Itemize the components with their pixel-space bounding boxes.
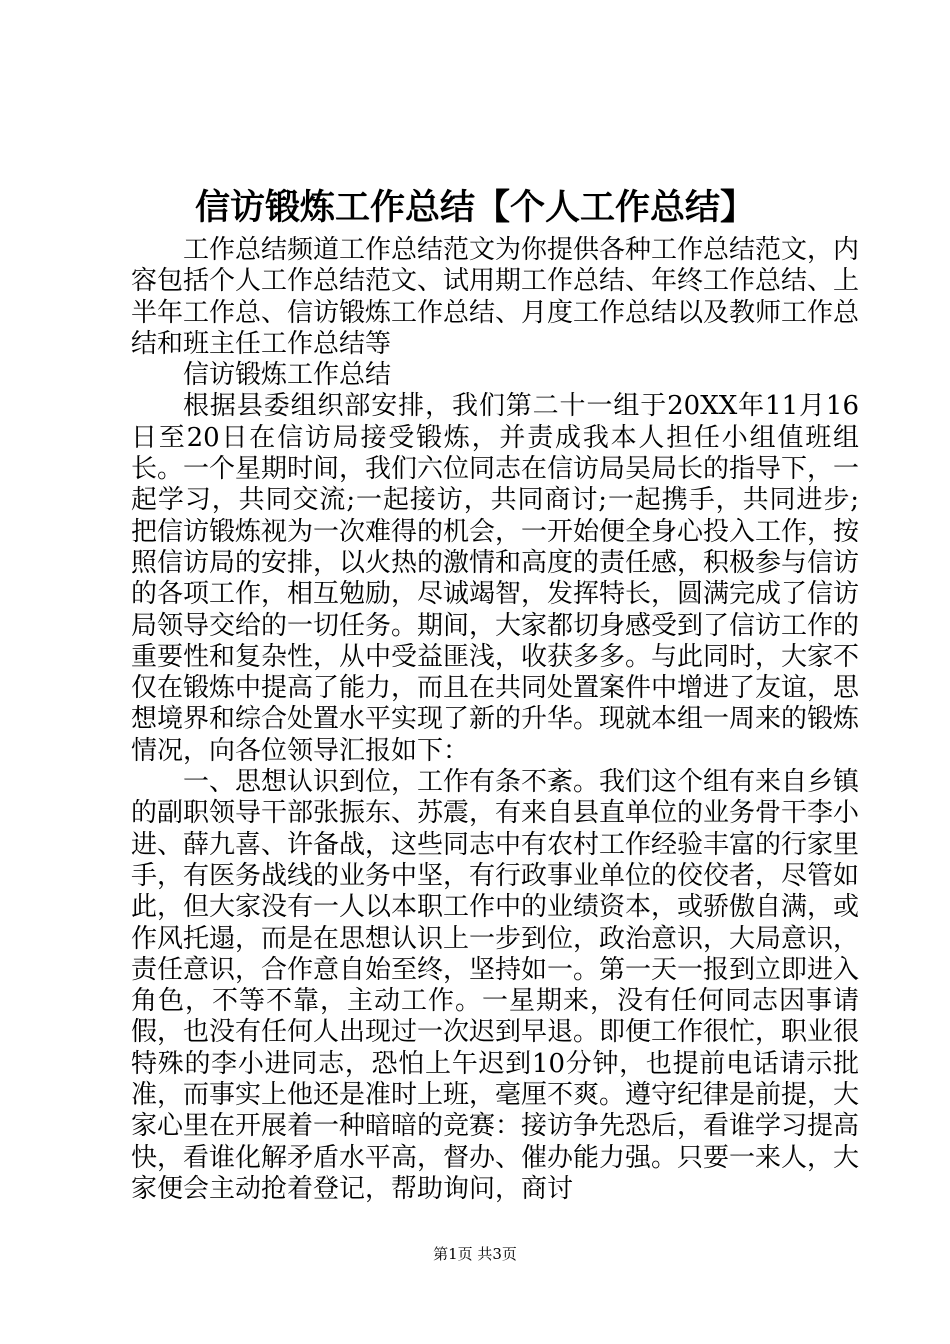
document-title: 信访锻炼工作总结【个人工作总结】 bbox=[194, 187, 755, 228]
document-body bbox=[131, 235, 859, 1205]
paragraph-intro: 工作总结频道工作总结范文为你提供各种工作总结范文，内容包括个人工作总结范文、试用期工作总结、年终工作总结、上半年工作总、信访锻炼工作总结、月度工作总结以及教师工作总结和班主任工作总结等 bbox=[131, 235, 860, 359]
paragraph-subtitle: 信访锻炼工作总结 bbox=[183, 360, 392, 391]
paragraph-overview: 根据县委组织部安排，我们第二十一组于20XX年11月16日至20日在信访局接受锻炼，并责成我本人担任小组值班组长。一个星期时间，我们六位同志在信访局吴局长的指导下，一起学习，共同交流;一起接访，共同商讨;一起携手，共同进步;把信访锻炼视为一次难得的机会，一开始便全身心投入工作，按照信访局的安排，以火热的激情和高度的责任感，积极参与信访的各项工作，相互勉励，尽诚竭智，发挥特长，圆满完成了信访局领导交给的一切任务。期间，大家都切身感受到了信访工作的重要性和复杂性，从中受益匪浅，收获多多。与此同时，大家不仅在锻炼中提高了能力，而且在共同处置案件中增进了友谊，思想境界和综合处置水平实现了新的升华。现就本组一周来的锻炼情况，向各位领导汇报如下： bbox=[131, 391, 860, 766]
paragraph-section-one: 一、思想认识到位，工作有条不紊。我们这个组有来自乡镇的副职领导干部张振东、苏震，有来自县直单位的业务骨干李小进、薛九喜、许备战，这些同志中有农村工作经验丰富的行家里手，有医务战线的业务中坚，有行政事业单位的佼佼者，尽管如此，但大家没有一人以本职工作中的业绩资本，或骄傲自满，或作风托遢，而是在思想认识上一步到位，政治意识，大局意识，责任意识，合作意自始至终，坚持如一。第一天一报到立即进入角色，不等不靠，主动工作。一星期来，没有任何同志因事请假，也没有任何人出现过一次迟到早退。即便工作很忙，职业很特殊的李小进同志，恐怕上午迟到10分钟，也提前电话请示批准，而事实上他还是准时上班，毫厘不爽。遵守纪律是前提，大家心里在开展着一种暗暗的竞赛：接访争先恐后，看谁学习提高快，看谁化解矛盾水平高，督办、催办能力强。只要一来人，大家便会主动抢着登记，帮助询问，商讨 bbox=[131, 767, 860, 1204]
page-number-footer: 第1页 共3页 bbox=[433, 1245, 517, 1263]
